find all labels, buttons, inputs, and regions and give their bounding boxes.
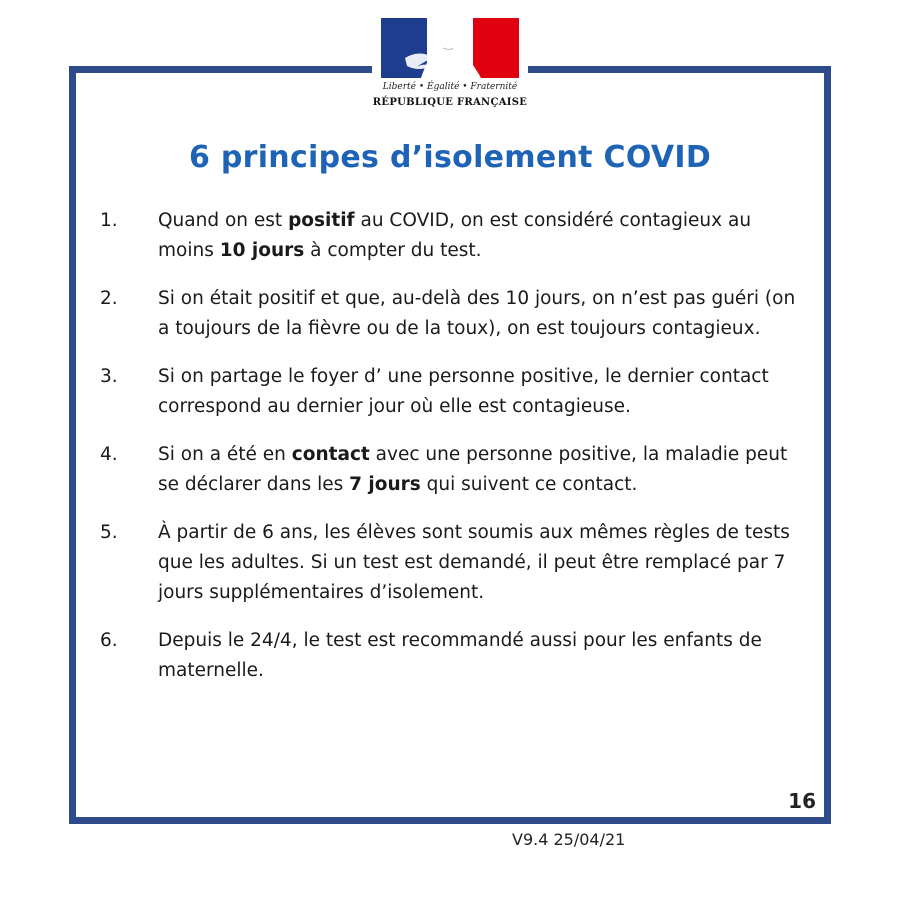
- republic-name: RÉPUBLIQUE FRANÇAISE: [372, 97, 528, 108]
- principle-text: À partir de 6 ans, les élèves sont soumis aux mêmes règles de tests que les adultes. Si un test est demandé, il peut être remplacé par 7 jours supplémentaires d’isolement.: [158, 522, 790, 603]
- principle-item: [100, 206, 800, 266]
- principle-text: Si on a été en contact avec une personne positive, la maladie peut se déclarer dans les 7 jours qui suivent ce contact.: [158, 444, 788, 495]
- principle-text: Si on était positif et que, au-delà des 10 jours, on n’est pas guéri (on a toujours de la fièvre ou de la toux), on est toujours contagieux.: [158, 288, 796, 339]
- principle-number: 4.: [100, 444, 118, 465]
- marianne-flag-icon: [381, 18, 519, 78]
- page-title: 6 principes d’isolement COVID: [188, 140, 712, 175]
- principle-number: 5.: [100, 522, 118, 543]
- principle-number: 2.: [100, 288, 118, 309]
- principle-item: [100, 626, 800, 686]
- republique-francaise-logo: [372, 14, 528, 124]
- principle-text: Quand on est positif au COVID, on est considéré contagieux au moins 10 jours à compter du test.: [158, 210, 752, 261]
- principle-number: 3.: [100, 366, 118, 387]
- principle-number: 1.: [100, 210, 118, 231]
- principle-text: Depuis le 24/4, le test est recommandé aussi pour les enfants de maternelle.: [158, 630, 762, 681]
- principle-item: [100, 362, 800, 422]
- version-label: V9.4 25/04/21: [512, 830, 626, 849]
- principle-item: [100, 518, 800, 608]
- republic-motto: Liberté • Égalité • Fraternité: [382, 82, 518, 92]
- principles-list: [100, 206, 800, 704]
- principle-item: [100, 284, 800, 344]
- principle-number: 6.: [100, 630, 118, 651]
- principle-text: Si on partage le foyer d’ une personne positive, le dernier contact correspond au dernier jour où elle est contagieuse.: [158, 366, 769, 417]
- page-number: 16: [788, 789, 816, 813]
- principle-item: [100, 440, 800, 500]
